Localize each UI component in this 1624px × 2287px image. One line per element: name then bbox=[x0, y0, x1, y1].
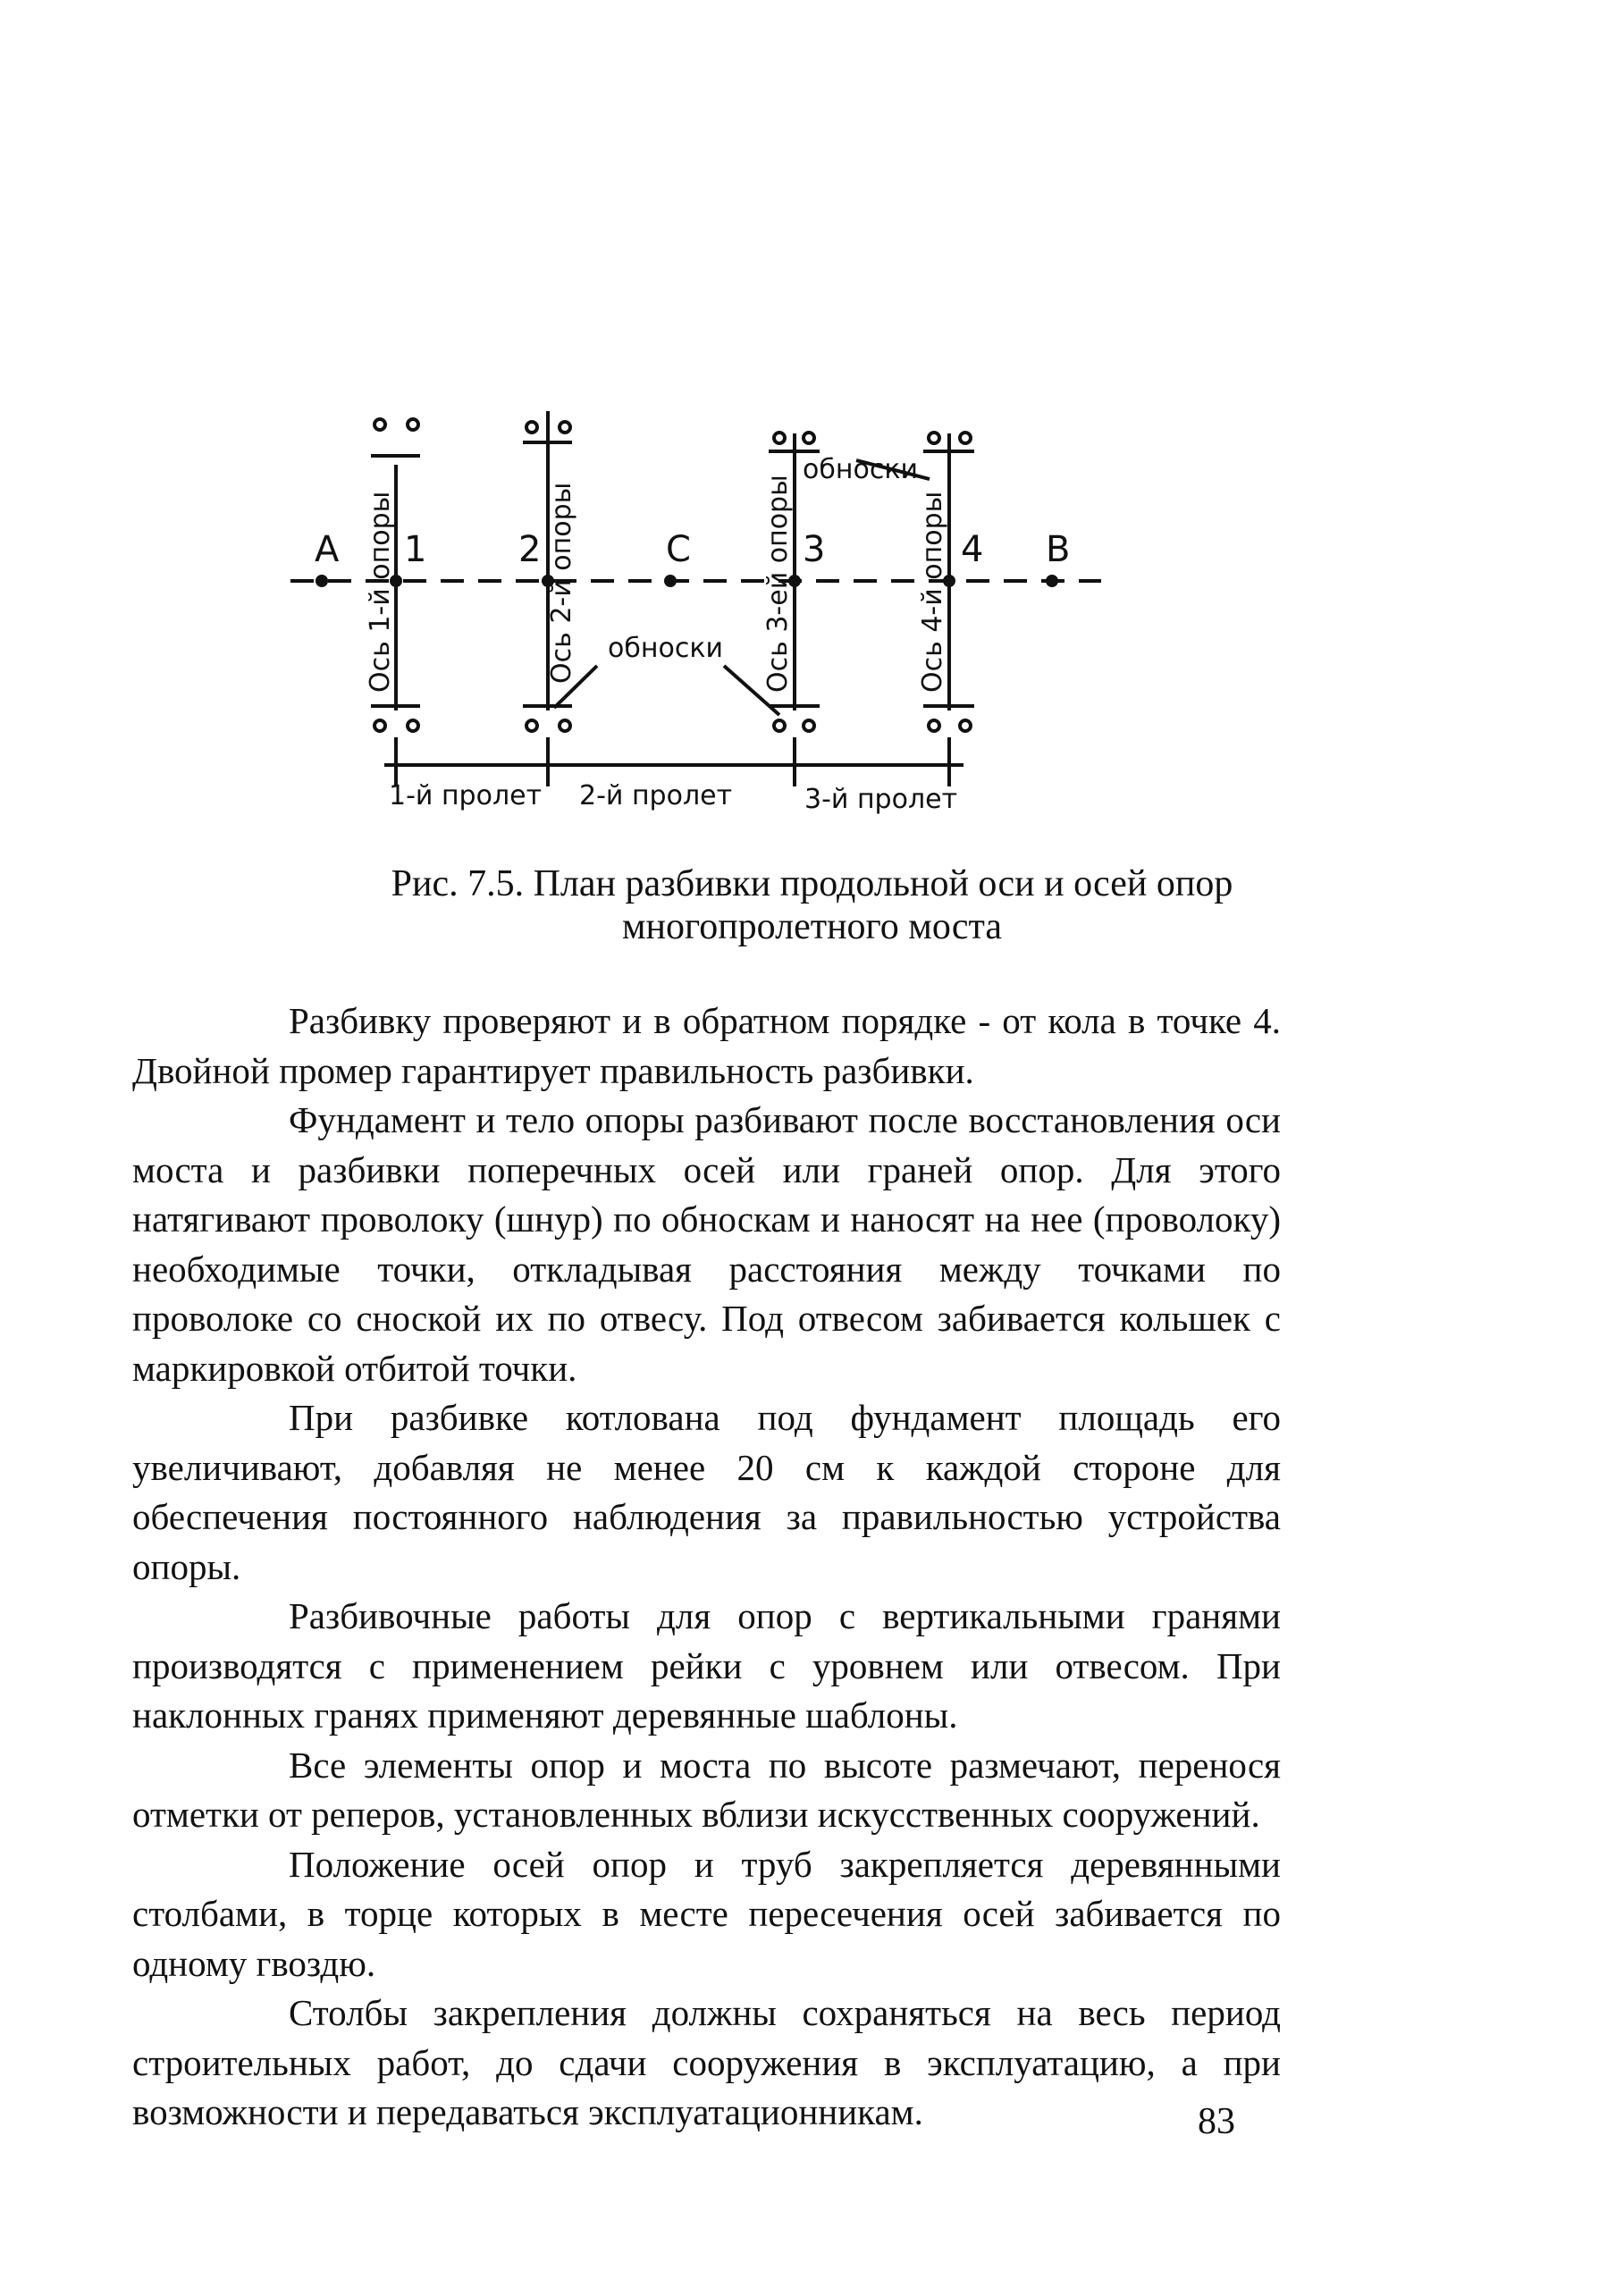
obnoski-label-middle: обноски bbox=[608, 633, 723, 664]
paragraph: Все элементы опор и моста по высоте размечают, перенося отметки от реперов, установленных вблизи искусственных сооружений. bbox=[132, 1744, 1281, 1835]
axis-label-1: Ось 1-й опоры bbox=[365, 491, 396, 693]
label-point-1: 1 bbox=[404, 529, 427, 570]
span-label-1: 1-й пролет bbox=[389, 780, 543, 811]
axis-label-3: Ось 3-ей опоры bbox=[762, 475, 794, 693]
point-b bbox=[1046, 575, 1058, 587]
body-text bbox=[132, 996, 1281, 2138]
label-point-2: 2 bbox=[518, 529, 542, 570]
page-number: 83 bbox=[1198, 2101, 1235, 2142]
point-c bbox=[664, 575, 677, 587]
label-point-3: 3 bbox=[803, 529, 826, 570]
paragraph: Положение осей опор и труб закрепляется деревянными столбами, в торце которых в месте пересечения осей забивается по одному гвоздю. bbox=[132, 1843, 1281, 1984]
paragraph: Столбы закрепления должны сохраняться на весь период строительных работ, до сдачи сооружения в эксплуатацию, а при возможности и передаваться эксплуатационникам. bbox=[132, 1992, 1281, 2132]
label-point-4: 4 bbox=[961, 529, 984, 570]
span-label-2: 2-й пролет bbox=[579, 780, 733, 811]
span-label-3: 3-й пролет bbox=[804, 784, 958, 815]
axis-label-4: Ось 4-й опоры bbox=[917, 491, 948, 693]
bridge-layout-diagram bbox=[0, 0, 1624, 894]
label-point-a: A bbox=[315, 529, 340, 570]
caption-line-1: Рис. 7.5. План разбивки продольной оси и осей опор bbox=[391, 863, 1233, 904]
paragraph: При разбивке котлована под фундамент площадь его увеличивают, добавляя не менее 20 см к каждой стороне для обеспечения постоянного наблюдения за правильностью устройства опоры. bbox=[132, 1397, 1281, 1587]
point-a bbox=[316, 575, 328, 587]
label-point-c: C bbox=[666, 529, 691, 570]
label-point-b: B bbox=[1046, 529, 1071, 570]
paragraph: Разбивочные работы для опор с вертикальными гранями производятся с применением рейки с уровнем или отвесом. При наклонных гранях применяют деревянные шаблоны. bbox=[132, 1595, 1281, 1736]
caption-line-2: многопролетного моста bbox=[621, 906, 1003, 947]
paragraph: Фундамент и тело опоры разбивают после восстановления оси моста и разбивки поперечных осей или граней опор. Для этого натягивают проволоку (шнур) по обноскам и наносят на нее (проволоку) необходимые точки, откладывая расстояния между точками по проволоке со сноской их по отвесу. Под отвесом забивается кольшек с маркировкой отбитой точки. bbox=[132, 1099, 1281, 1389]
axis-label-2: Ось 2-й опоры bbox=[546, 482, 577, 684]
obnoski-label-top: обноски bbox=[803, 454, 918, 485]
paragraph: Разбивку проверяют и в обратном порядке - от кола в точке 4. Двойной промер гарантирует правильность разбивки. bbox=[132, 1000, 1281, 1091]
figure-caption bbox=[0, 865, 1624, 946]
